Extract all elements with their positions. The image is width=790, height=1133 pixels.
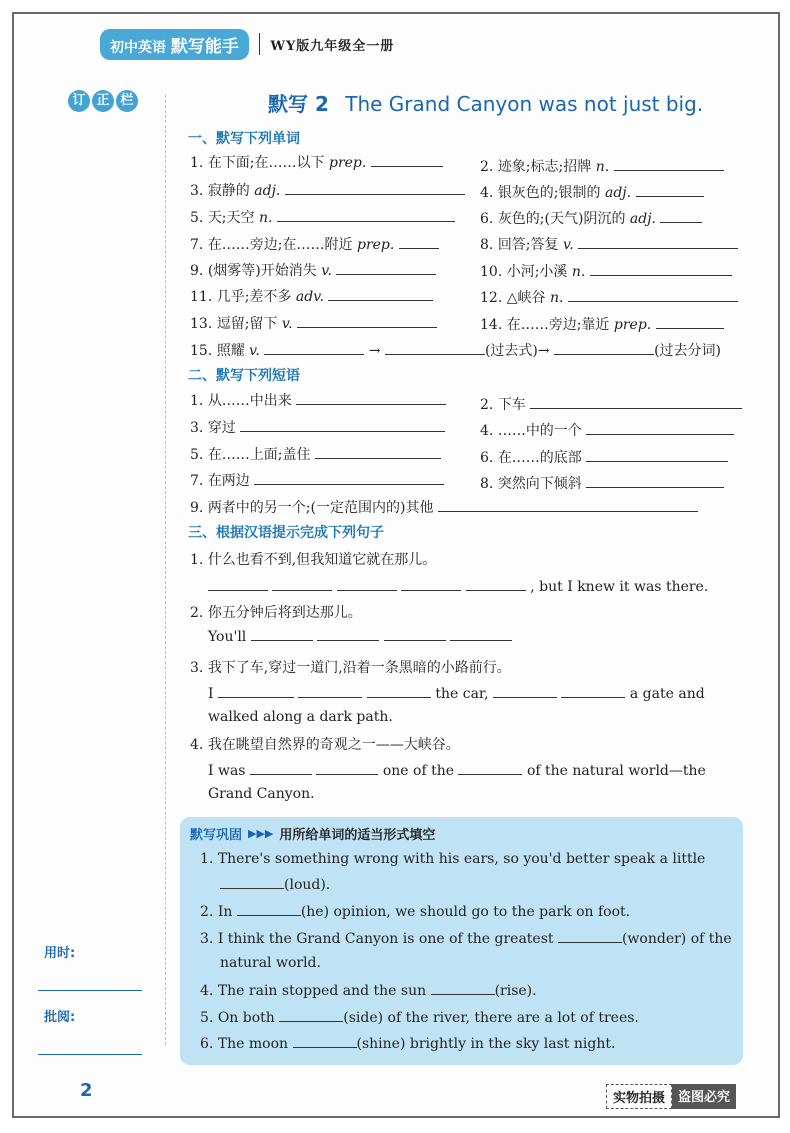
answer-blank[interactable] [272, 578, 332, 591]
consolidation-tag: 默写巩固 [190, 828, 243, 843]
s3-q4-cn: 4. 我在眺望自然界的奇观之一——大峡谷。 [190, 737, 460, 753]
margin-divider [165, 95, 166, 1045]
answer-blank[interactable] [315, 446, 441, 459]
series-badge [100, 29, 249, 60]
answer-blank[interactable] [578, 236, 738, 249]
s3-q1-en: , but I knew it was there. [208, 578, 708, 595]
section2-heading: 二、默写下列短语 [188, 368, 300, 384]
answer-blank[interactable] [561, 685, 625, 698]
answer-blank[interactable] [328, 288, 433, 301]
answer-blank[interactable] [530, 396, 742, 409]
page-number: 2 [80, 1080, 93, 1101]
s3-q3-cn: 3. 我下了车,穿过一道门,沿着一条黑暗的小路前行。 [190, 660, 511, 676]
s1-item-6: 6. 灰色的;(天气)阴沉的 adj. [480, 208, 702, 228]
watermark-stamp [606, 1084, 736, 1109]
s2-item-7: 7. 在两边 [190, 470, 444, 490]
cons-item-4: 4. The rain stopped and the sun (rise). [200, 983, 537, 999]
s1-item-3: 3. 寂静的 adj. [190, 180, 465, 200]
answer-blank[interactable] [208, 578, 268, 591]
s2-item-4: 4. ……中的一个 [480, 420, 734, 440]
series-prefix: 初中英语 [110, 39, 166, 56]
answer-blank[interactable] [285, 182, 465, 195]
s2-item-9: 9. 两者中的另一个;(一定范围内的)其他 [190, 497, 698, 517]
answer-blank[interactable] [614, 158, 724, 171]
s1-item-10: 10. 小河;小溪 n. [480, 261, 732, 281]
section1-heading: 一、默写下列单词 [188, 131, 300, 147]
triple-arrow-icon: ▶▶▶ [248, 827, 274, 840]
s2-item-3: 3. 穿过 [190, 417, 445, 437]
s1-item-4: 4. 银灰色的;银制的 adj. [480, 182, 704, 202]
s1-item-14: 14. 在……旁边;靠近 prep. [480, 314, 724, 334]
s3-q2-en: You'll [208, 628, 512, 645]
answer-blank[interactable] [586, 449, 728, 462]
s1-item-8: 8. 回答;答复 v. [480, 234, 738, 254]
s1-item-12: 12. △峡谷 n. [480, 287, 738, 307]
cons-item-2: 2. In (he) opinion, we should go to the park on foot. [200, 904, 631, 920]
answer-blank[interactable] [660, 210, 702, 223]
answer-blank[interactable] [438, 499, 698, 512]
stamp-left: 实物拍摄 [606, 1084, 672, 1109]
correction-char-3: 栏 [116, 90, 138, 112]
cons-item-5: 5. On both (side) of the river, there are a lot of trees. [200, 1010, 639, 1026]
time-field[interactable] [38, 990, 142, 991]
answer-blank[interactable] [431, 982, 495, 995]
correction-column-label [68, 90, 138, 112]
answer-blank[interactable] [450, 628, 512, 641]
answer-blank[interactable] [337, 578, 397, 591]
correction-char-1: 订 [68, 90, 90, 112]
answer-blank[interactable] [586, 422, 734, 435]
answer-blank[interactable] [250, 762, 312, 775]
time-label: 用时: [44, 946, 76, 961]
header-divider [259, 33, 261, 55]
answer-blank[interactable] [277, 209, 455, 222]
answer-blank[interactable] [293, 1035, 357, 1048]
s1-item-13: 13. 逗留;留下 v. [190, 313, 437, 333]
s1-item-11: 11. 几乎;差不多 adv. [190, 286, 433, 306]
title-text: The Grand Canyon was not just big. [345, 92, 704, 116]
series-main: 默写能手 [170, 36, 239, 57]
s3-q2-cn: 2. 你五分钟后将到达那儿。 [190, 605, 362, 621]
consolidation-header [190, 824, 435, 843]
answer-blank[interactable] [237, 903, 301, 916]
cons-item-3-line2: natural world. [220, 955, 321, 971]
s2-item-1: 1. 从……中出来 [190, 390, 446, 410]
answer-blank[interactable] [558, 930, 622, 943]
answer-blank[interactable] [218, 685, 294, 698]
answer-blank[interactable] [279, 1009, 343, 1022]
s3-q4-en-line2: Grand Canyon. [208, 786, 315, 802]
review-label: 批阅: [44, 1010, 76, 1025]
edition-label: WY版九年级全一册 [270, 38, 395, 54]
answer-blank[interactable] [296, 392, 446, 405]
answer-blank[interactable] [385, 342, 485, 355]
s3-q3-en: I the car, a gate and [208, 686, 705, 702]
answer-blank[interactable] [636, 184, 704, 197]
answer-blank[interactable] [586, 475, 724, 488]
header [100, 32, 394, 56]
s1-item-1: 1. 在下面;在……以下 prep. [190, 152, 443, 172]
s2-item-8: 8. 突然向下倾斜 [480, 473, 724, 493]
answer-blank[interactable] [568, 289, 738, 302]
title-prefix: 默写 2 [268, 92, 329, 116]
answer-blank[interactable] [367, 685, 431, 698]
cons-item-1: 1. There's something wrong with his ears, so you'd better speak a little [200, 851, 706, 867]
answer-blank[interactable] [458, 762, 522, 775]
answer-blank[interactable] [384, 628, 446, 641]
answer-blank[interactable] [298, 685, 362, 698]
answer-blank[interactable] [251, 628, 313, 641]
answer-blank[interactable] [554, 342, 654, 355]
section3-heading: 三、根据汉语提示完成下列句子 [188, 525, 384, 541]
s2-item-2: 2. 下车 [480, 394, 742, 414]
cons-item-6: 6. The moon (shine) brightly in the sky last night. [200, 1036, 616, 1052]
correction-char-2: 正 [92, 90, 114, 112]
review-field[interactable] [38, 1054, 142, 1055]
answer-blank[interactable] [401, 578, 461, 591]
s3-q3-en-line2: walked along a dark path. [208, 709, 393, 725]
answer-blank[interactable] [336, 262, 436, 275]
answer-blank[interactable] [316, 762, 378, 775]
s1-item-15: 15. 照耀 v. → (过去式)→ (过去分词) [190, 343, 722, 359]
s1-item-5: 5. 天;天空 n. [190, 207, 455, 227]
answer-blank[interactable] [590, 263, 732, 276]
s2-item-5: 5. 在……上面;盖住 [190, 444, 441, 464]
answer-blank[interactable] [264, 342, 364, 355]
answer-blank[interactable] [493, 685, 557, 698]
answer-blank[interactable] [220, 876, 284, 889]
s1-item-9: 9. (烟雾等)开始消失 v. [190, 260, 436, 280]
stamp-right: 盗图必究 [672, 1084, 736, 1109]
answer-blank[interactable] [656, 316, 724, 329]
page-title [268, 88, 703, 117]
answer-blank[interactable] [466, 578, 526, 591]
consolidation-instruction: 用所给单词的适当形式填空 [279, 828, 436, 843]
answer-blank[interactable] [297, 315, 437, 328]
answer-blank[interactable] [371, 154, 443, 167]
cons-item-1-line2: (loud). [220, 876, 330, 893]
cons-item-3: 3. I think the Grand Canyon is one of the greatest (wonder) of the [200, 931, 732, 947]
answer-blank[interactable] [317, 628, 379, 641]
s1-item-2: 2. 迹象;标志;招牌 n. [480, 156, 724, 176]
s3-q4-en: I was one of the of the natural world—the [208, 763, 706, 779]
s1-item-7: 7. 在……旁边;在……附近 prep. [190, 234, 439, 254]
answer-blank[interactable] [254, 472, 444, 485]
answer-blank[interactable] [399, 236, 439, 249]
answer-blank[interactable] [240, 419, 445, 432]
s2-item-6: 6. 在……的底部 [480, 447, 728, 467]
s3-q1-cn: 1. 什么也看不到,但我知道它就在那儿。 [190, 552, 437, 568]
